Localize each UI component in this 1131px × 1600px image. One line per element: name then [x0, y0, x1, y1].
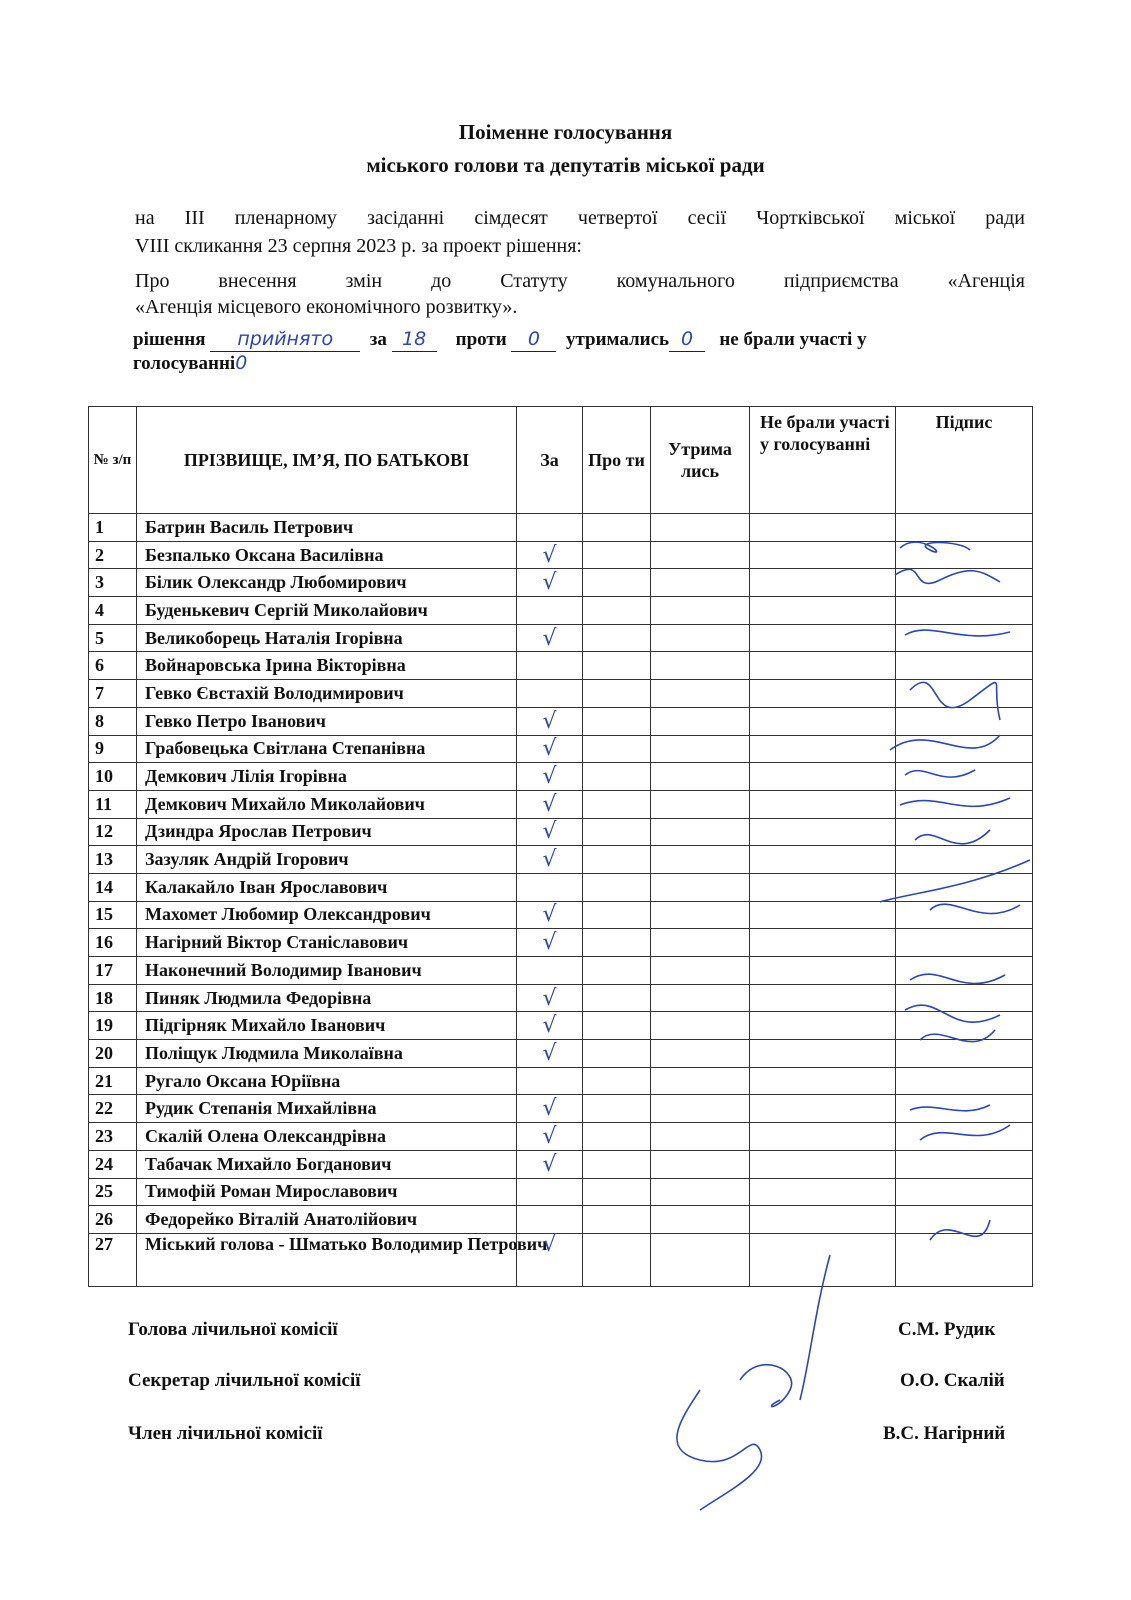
vote-against	[583, 1150, 651, 1178]
vote-against	[583, 846, 651, 874]
name: Федорейко Віталій Анатолійович	[137, 1206, 517, 1234]
vote-not-voted	[750, 624, 896, 652]
abstained-label: утримались	[565, 329, 670, 350]
vote-abstain	[651, 541, 750, 569]
num: 8	[89, 707, 137, 735]
signature-2	[900, 542, 970, 552]
vote-not-voted	[750, 514, 896, 542]
vote-abstain	[651, 1123, 750, 1151]
vote-for: √	[517, 1150, 583, 1178]
vote-not-voted	[750, 1123, 896, 1151]
num: 16	[89, 929, 137, 957]
header-against: Про ти	[583, 407, 651, 514]
vote-against	[583, 1178, 651, 1206]
vote-for: √	[517, 929, 583, 957]
vote-against	[583, 1123, 651, 1151]
not-voted-label: не брали участі у	[719, 329, 867, 350]
num: 24	[89, 1150, 137, 1178]
num: 25	[89, 1178, 137, 1206]
vote-abstain	[651, 901, 750, 929]
signature-13	[915, 830, 990, 844]
vote-not-voted	[750, 818, 896, 846]
vote-not-voted	[750, 707, 896, 735]
vote-not-voted	[750, 597, 896, 625]
num: 26	[89, 1206, 137, 1234]
vote-against	[583, 541, 651, 569]
header-not-voted: Не брали участі у голосуванні	[750, 407, 896, 514]
name: Гевко Петро Іванович	[137, 707, 517, 735]
vote-not-voted	[750, 1012, 896, 1040]
vote-against	[583, 707, 651, 735]
vote-abstain	[651, 707, 750, 735]
vote-not-voted	[750, 1150, 896, 1178]
against-label: проти	[455, 329, 507, 350]
header-for: За	[517, 407, 583, 514]
member-label: Член лічильної комісії	[128, 1423, 323, 1444]
vote-against	[583, 1012, 651, 1040]
num: 19	[89, 1012, 137, 1040]
vote-not-voted	[750, 984, 896, 1012]
vote-abstain	[651, 763, 750, 791]
num: 5	[89, 624, 137, 652]
vote-abstain	[651, 735, 750, 763]
num: 14	[89, 873, 137, 901]
secretary-name: О.О. Скалій	[900, 1370, 1005, 1391]
signature-20	[920, 1030, 995, 1042]
signature-19	[905, 1005, 1000, 1022]
vote-for: √	[517, 846, 583, 874]
vote-abstain	[651, 1150, 750, 1178]
name: Гевко Євстахій Володимирович	[137, 680, 517, 708]
decision-label: рішення	[133, 329, 206, 350]
vote-against	[583, 1067, 651, 1095]
intro-line-1: на III пленарному засіданні сімдесят четвертої сесії Чортківської міської ради	[135, 207, 1025, 229]
signature-chair	[800, 1255, 830, 1400]
name: Рудик Степанія Михайлівна	[137, 1095, 517, 1123]
vote-for: √	[517, 790, 583, 818]
num: 4	[89, 597, 137, 625]
intro-line-2: VIII скликання 23 серпня 2023 р. за проект рішення:	[135, 235, 582, 257]
vote-against	[583, 957, 651, 985]
document-subtitle: міського голови та депутатів міської ради	[366, 153, 765, 177]
vote-not-voted	[750, 735, 896, 763]
vote-not-voted	[750, 846, 896, 874]
not-voted-label-2: голосуванні	[133, 353, 236, 374]
vote-against	[583, 514, 651, 542]
vote-for: √	[517, 1123, 583, 1151]
vote-for: √	[517, 1040, 583, 1068]
vote-for	[517, 597, 583, 625]
vote-not-voted	[750, 929, 896, 957]
name: Махомет Любомир Олександрович	[137, 901, 517, 929]
table-header-row	[89, 407, 1033, 514]
vote-against	[583, 1040, 651, 1068]
name: Великоборець Наталія Ігорівна	[137, 624, 517, 652]
vote-abstain	[651, 957, 750, 985]
signature-8	[910, 682, 1000, 720]
num: 9	[89, 735, 137, 763]
signature-secretary	[740, 1365, 792, 1407]
vote-against	[583, 597, 651, 625]
vote-for: √	[517, 984, 583, 1012]
name: Наконечний Володимир Іванович	[137, 957, 517, 985]
num: 7	[89, 680, 137, 708]
vote-not-voted	[750, 1040, 896, 1068]
vote-for	[517, 680, 583, 708]
vote-for	[517, 652, 583, 680]
vote-for: √	[517, 707, 583, 735]
signature-member	[677, 1390, 762, 1510]
commission-signatures	[640, 1250, 870, 1520]
vote-abstain	[651, 929, 750, 957]
signature-11	[900, 798, 1010, 806]
signature-3	[895, 569, 1000, 583]
vote-abstain	[651, 846, 750, 874]
vote-abstain	[651, 569, 750, 597]
vote-against	[583, 984, 651, 1012]
num: 10	[89, 763, 137, 791]
name: Нагірний Віктор Станіславович	[137, 929, 517, 957]
vote-against	[583, 818, 651, 846]
vote-abstain	[651, 1095, 750, 1123]
vote-against	[583, 929, 651, 957]
signature-16	[930, 904, 1020, 913]
chair-name: С.М. Рудик	[898, 1319, 996, 1340]
vote-not-voted	[750, 541, 896, 569]
vote-for	[517, 957, 583, 985]
name: Табачак Михайло Богданович	[137, 1150, 517, 1178]
vote-not-voted	[750, 957, 896, 985]
vote-for: √	[517, 569, 583, 597]
header-abstain: Утрима лись	[651, 407, 750, 514]
signature-18	[910, 974, 1005, 983]
num: 27	[89, 1233, 137, 1286]
vote-not-voted	[750, 680, 896, 708]
vote-for: √	[517, 1095, 583, 1123]
intro-line-4: «Агенція місцевого економічного розвитку».	[135, 296, 518, 318]
name: Калакайло Іван Ярославович	[137, 873, 517, 901]
vote-for	[517, 514, 583, 542]
num: 2	[89, 541, 137, 569]
for-label: за	[369, 329, 387, 350]
name: Батрин Василь Петрович	[137, 514, 517, 542]
vote-for: √	[517, 541, 583, 569]
vote-not-voted	[750, 790, 896, 818]
against-value: 0	[511, 327, 556, 352]
vote-abstain	[651, 680, 750, 708]
name: Грабовецька Світлана Степанівна	[137, 735, 517, 763]
num: 23	[89, 1123, 137, 1151]
name: Зазуляк Андрій Ігорович	[137, 846, 517, 874]
signature-9	[890, 735, 1000, 750]
name: Міський голова - Шматько Володимир Петрович	[137, 1233, 517, 1286]
num: 11	[89, 790, 137, 818]
num: 3	[89, 569, 137, 597]
name: Тимофій Роман Мирославович	[137, 1178, 517, 1206]
vote-abstain	[651, 1040, 750, 1068]
name: Дзиндра Ярослав Петрович	[137, 818, 517, 846]
vote-for: √	[517, 818, 583, 846]
vote-for	[517, 1206, 583, 1234]
vote-for: √	[517, 901, 583, 929]
name: Білик Олександр Любомирович	[137, 569, 517, 597]
vote-abstain	[651, 1178, 750, 1206]
name: Демкович Лілія Ігорівна	[137, 763, 517, 791]
vote-not-voted	[750, 763, 896, 791]
name: Скалій Олена Олександрівна	[137, 1123, 517, 1151]
for-value: 18	[392, 327, 437, 352]
vote-against	[583, 873, 651, 901]
num: 22	[89, 1095, 137, 1123]
vote-against	[583, 1206, 651, 1234]
signature-5	[905, 630, 1010, 636]
vote-for: √	[517, 624, 583, 652]
header-signature: Підпис	[896, 407, 1033, 514]
num: 20	[89, 1040, 137, 1068]
vote-against	[583, 569, 651, 597]
vote-abstain	[651, 790, 750, 818]
signature-column-scribbles	[880, 520, 1030, 1280]
vote-abstain	[651, 1012, 750, 1040]
signature-10	[905, 770, 975, 777]
name: Пиняк Людмила Федорівна	[137, 984, 517, 1012]
vote-for	[517, 1067, 583, 1095]
not-voted-value: 0	[235, 352, 248, 374]
vote-against	[583, 652, 651, 680]
num: 17	[89, 957, 137, 985]
vote-for: √	[517, 763, 583, 791]
vote-abstain	[651, 818, 750, 846]
vote-not-voted	[750, 569, 896, 597]
num: 15	[89, 901, 137, 929]
result-line-2	[133, 351, 1028, 376]
name: Підгірняк Михайло Іванович	[137, 1012, 517, 1040]
signature-24	[920, 1125, 1010, 1140]
vote-abstain	[651, 873, 750, 901]
vote-against	[583, 790, 651, 818]
header-num: № з/п	[89, 407, 137, 514]
signature-23	[910, 1105, 990, 1111]
vote-against	[583, 735, 651, 763]
vote-against	[583, 624, 651, 652]
abstained-value: 0	[669, 327, 705, 352]
name: Буденькевич Сергій Миколайович	[137, 597, 517, 625]
vote-abstain	[651, 514, 750, 542]
vote-not-voted	[750, 1178, 896, 1206]
result-line	[133, 327, 1028, 352]
num: 6	[89, 652, 137, 680]
vote-abstain	[651, 1067, 750, 1095]
vote-abstain	[651, 597, 750, 625]
vote-not-voted	[750, 873, 896, 901]
name: Войнаровська Ірина Вікторівна	[137, 652, 517, 680]
vote-for	[517, 1178, 583, 1206]
vote-not-voted	[750, 1095, 896, 1123]
vote-abstain	[651, 1206, 750, 1234]
vote-against	[583, 1095, 651, 1123]
vote-not-voted	[750, 1067, 896, 1095]
member-name: В.С. Нагірний	[883, 1423, 1006, 1444]
decision-value: прийнято	[210, 327, 360, 352]
signature-27	[930, 1220, 990, 1240]
vote-abstain	[651, 984, 750, 1012]
vote-for: √	[517, 1233, 583, 1286]
vote-for: √	[517, 1012, 583, 1040]
chair-label: Голова лічильної комісії	[128, 1319, 338, 1340]
name: Демкович Михайло Миколайович	[137, 790, 517, 818]
name: Поліщук Людмила Миколаївна	[137, 1040, 517, 1068]
vote-against	[583, 763, 651, 791]
document-title: Поіменне голосування	[458, 120, 673, 144]
num: 13	[89, 846, 137, 874]
name: Безпалько Оксана Василівна	[137, 541, 517, 569]
num: 1	[89, 514, 137, 542]
vote-for: √	[517, 735, 583, 763]
vote-abstain	[651, 624, 750, 652]
vote-not-voted	[750, 1206, 896, 1234]
num: 12	[89, 818, 137, 846]
name: Ругало Оксана Юріївна	[137, 1067, 517, 1095]
num: 18	[89, 984, 137, 1012]
vote-against	[583, 901, 651, 929]
vote-for	[517, 873, 583, 901]
secretary-label: Секретар лічильної комісії	[128, 1370, 361, 1391]
vote-abstain	[651, 652, 750, 680]
vote-not-voted	[750, 901, 896, 929]
num: 21	[89, 1067, 137, 1095]
intro-line-3: Про внесення змін до Статуту комунального підприємства «Агенція	[135, 270, 1025, 292]
vote-against	[583, 680, 651, 708]
header-name: ПРІЗВИЩЕ, ІМ’Я, ПО БАТЬКОВІ	[137, 407, 517, 514]
vote-not-voted	[750, 652, 896, 680]
